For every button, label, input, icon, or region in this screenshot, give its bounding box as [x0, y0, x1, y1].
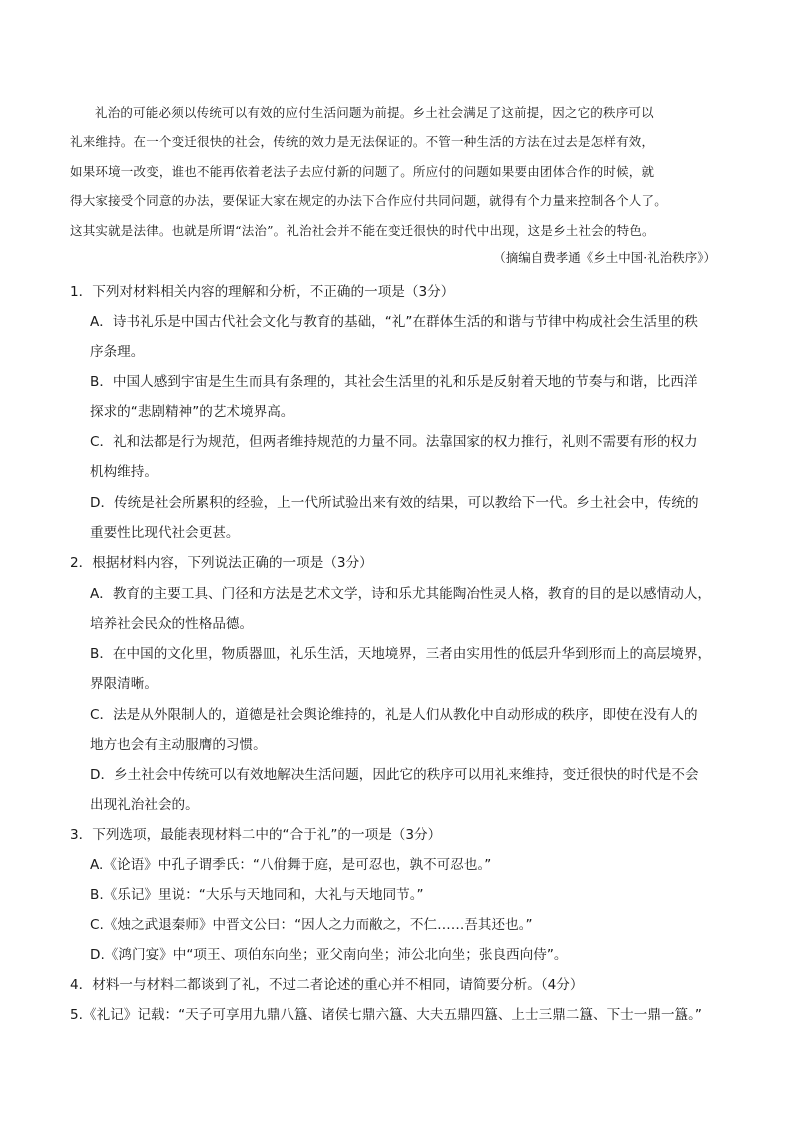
- question-2-option-a-cont: 培养社会民众的性格品德。: [90, 616, 254, 632]
- question-2-option-b-cont: 界限清晰。: [90, 676, 158, 692]
- question-5-stem: 5.《礼记》记载：“天子可享用九鼎八簋、诸侯七鼎六簋、大夫五鼎四簋、上士三鼎二簋、下士一鼎一簋。”: [70, 1007, 702, 1023]
- question-4-stem: 4．材料一与材料二都谈到了礼，不过二者论述的重心并不相同，请简要分析。（4分）: [70, 977, 584, 993]
- passage-line: 礼来维持。在一个变迁很快的社会，传统的效力是无法保证的。不管一种生活的方法在过去是怎样有效，: [70, 134, 655, 150]
- question-1-stem: 1．下列对材料相关内容的理解和分析，不正确的一项是（3分）: [70, 284, 455, 300]
- question-1-option-d: D．传统是社会所累积的经验，上一代所试验出来有效的结果，可以教给下一代。乡土社会中，传统的: [90, 495, 699, 511]
- question-1-option-c: C．礼和法都是行为规范，但两者维持规范的力量不同。法靠国家的权力推行，礼则不需要有形的权力: [90, 434, 698, 450]
- passage-line: 这其实就是法律。也就是所谓“法治”。礼治社会并不能在变迁很快的时代中出现，这是乡土社会的特色。: [70, 222, 655, 238]
- question-2-option-b: B．在中国的文化里，物质器皿，礼乐生活，天地境界，三者由实用性的低层升华到形而上的高层境界，: [90, 646, 712, 662]
- question-3-option-b: B.《乐记》里说：“大乐与天地同和，大礼与天地同节。”: [90, 887, 424, 903]
- question-2-option-d: D．乡土社会中传统可以有效地解决生活问题，因此它的秩序可以用礼来维持，变迁很快的时代是不会: [90, 767, 699, 783]
- question-1-option-a: A．诗书礼乐是中国古代社会文化与教育的基础，“礼”在群体生活的和谐与节律中构成社会生活里的秩: [90, 314, 698, 330]
- question-2-option-a: A．教育的主要工具、门径和方法是艺术文学，诗和乐尤其能陶冶性灵人格，教育的目的是以感情动人，: [90, 586, 712, 602]
- passage-line: 如果环境一改变，谁也不能再依着老法子去应付新的问题了。所应付的问题如果要由团体合作的时候，就: [70, 163, 655, 179]
- passage-source: （摘编自费孝通《乡土中国·礼治秩序》）: [493, 250, 716, 265]
- question-3-option-d: D.《鸿门宴》中“项王、项伯东向坐；亚父南向坐；沛公北向坐；张良西向侍”。: [90, 947, 568, 963]
- question-2-option-d-cont: 出现礼治社会的。: [90, 797, 199, 813]
- question-2-stem: 2．根据材料内容，下列说法正确的一项是（3分）: [70, 555, 373, 571]
- question-1-option-b-cont: 探求的“悲剧精神”的艺术境界高。: [90, 404, 295, 420]
- question-3-option-c: C.《烛之武退秦师》中晋文公曰：“因人之力而敝之，不仁……吾其还也。”: [90, 917, 533, 933]
- question-1-option-c-cont: 机构维持。: [90, 464, 158, 480]
- question-1-option-b: B．中国人感到宇宙是生生而具有条理的，其社会生活里的礼和乐是反射着天地的节奏与和谐，比西洋: [90, 374, 698, 390]
- question-3-option-a: A.《论语》中孔子谓季氏：“八佾舞于庭，是可忍也，孰不可忍也。”: [90, 857, 492, 873]
- passage-line: 礼治的可能必须以传统可以有效的应付生活问题为前提。乡土社会满足了这前提，因之它的秩序可以: [95, 105, 654, 120]
- question-2-option-c-cont: 地方也会有主动服膺的习惯。: [90, 737, 267, 753]
- passage-text: [70, 98, 730, 245]
- question-1-option-d-cont: 重要性比现代社会更甚。: [90, 525, 240, 541]
- question-2-option-c: C．法是从外限制人的，道德是社会舆论维持的，礼是人们从教化中自动形成的秩序，即使在没有人的: [90, 707, 698, 723]
- question-1-option-a-cont: 序条理。: [90, 344, 145, 360]
- passage-line: 得大家接受个同意的办法，要保证大家在规定的办法下合作应付共同问题，就得有个力量来控制各个人了。: [70, 193, 667, 209]
- question-3-stem: 3．下列选项，最能表现材料二中的“合于礼”的一项是（3分）: [70, 827, 442, 843]
